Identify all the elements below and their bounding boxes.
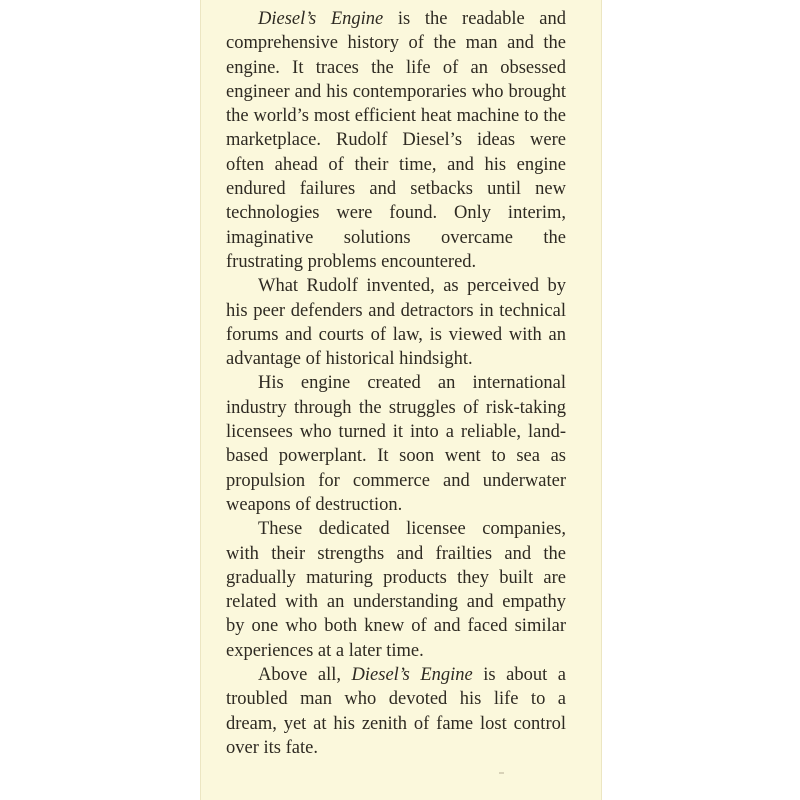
description-text: [226, 7, 566, 760]
paragraph-3: His engine created an international industry through the struggles of risk-taking licensees who turned it into a reliable, land-based powerplant. It soon went to sea as propulsion for commerce and underwater weapons of destruction.: [226, 373, 566, 515]
paragraph-1-text: is the readable and comprehensive history of the man and the engine. It traces the life of an obsessed engineer and his contemporaries who brought the world’s most efficient heat machine to the marketplace. Rudolf Diesel’s ideas were often ahead of their time, and his engine endured failures and setbacks until new technologies were found. Only interim, imaginative solutions overcame the frustrating problems encountered.: [226, 9, 567, 272]
paragraph-5-text-before: Above all,: [258, 665, 352, 686]
paragraph-4: These dedicated licensee companies, with their strengths and frailties and the gradually maturing products they built are related with an understanding and empathy by one who both knew of and faced similar experiences at a later time.: [226, 519, 566, 661]
book-title-italic-2: Diesel’s Engine: [351, 665, 473, 686]
paragraph-5-text-after: is about a troubled man who devoted his life to a dream, yet at his zenith of fame lost control over its fate.: [226, 665, 567, 758]
paragraph-1: [226, 7, 566, 274]
book-flap-page: [200, 0, 602, 800]
paragraph-5: [226, 663, 566, 760]
book-title-italic: Diesel’s Engine: [258, 9, 384, 29]
paragraph-2: What Rudolf invented, as perceived by his peer defenders and detractors in technical forums and courts of law, is viewed with an advantage of historical hindsight.: [226, 276, 566, 370]
paper-speck: [499, 772, 504, 774]
